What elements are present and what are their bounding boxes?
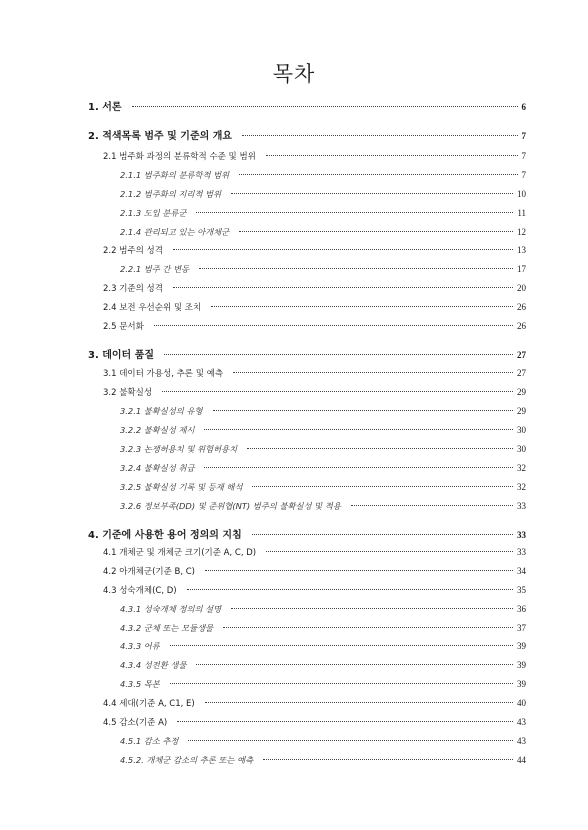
dot-leader <box>205 570 513 571</box>
toc-entry-page: 32 <box>517 482 526 492</box>
toc-entry-page: 39 <box>517 660 526 670</box>
dot-leader <box>247 448 513 449</box>
toc-entry[interactable] <box>103 584 526 598</box>
toc-entry-page: 36 <box>517 604 526 614</box>
toc-entry-page: 39 <box>517 679 526 689</box>
toc-entry[interactable] <box>103 282 526 296</box>
dot-leader <box>173 249 513 250</box>
toc-entry-page: 43 <box>517 717 526 727</box>
toc-entry-title: 4.5 감소(기준 A) <box>103 718 168 728</box>
toc-entry[interactable] <box>120 603 526 617</box>
dot-leader <box>188 740 513 741</box>
toc-entry-title: 4.2 아개체군(기준 B, C) <box>103 567 195 577</box>
toc-entry-title: 2.2.1 범주 간 변동 <box>120 264 190 274</box>
toc-entry-page: 33 <box>517 547 526 557</box>
toc-entry-title: 3.2 불확실성 <box>103 388 153 398</box>
toc-entry[interactable] <box>88 526 526 540</box>
toc-entry[interactable] <box>103 367 526 381</box>
dot-leader <box>173 287 513 288</box>
dot-leader <box>162 391 513 392</box>
toc-entry-page: 13 <box>517 245 526 255</box>
toc-entry[interactable] <box>103 697 526 711</box>
dot-leader <box>164 354 513 355</box>
toc-entry-page: 29 <box>517 387 526 397</box>
dot-leader <box>211 306 513 307</box>
toc-entry-title: 4. 기준에 사용한 용어 정의의 지침 <box>88 530 242 541</box>
dot-leader <box>177 721 513 722</box>
toc-entry[interactable] <box>120 678 526 692</box>
toc-entry[interactable] <box>120 424 526 438</box>
toc-entry-title: 4.3.3 어류 <box>120 641 160 651</box>
toc-entry[interactable] <box>103 301 526 315</box>
dot-leader <box>204 467 513 468</box>
dot-leader <box>252 534 513 535</box>
toc-entry-page: 30 <box>517 444 526 454</box>
toc-entry-title: 4.3.4 성전환 생물 <box>120 660 187 670</box>
dot-leader <box>196 664 513 665</box>
toc-entry[interactable] <box>120 169 526 183</box>
toc-entry-title: 4.3.5 목본 <box>120 679 160 689</box>
toc-entry-page: 27 <box>517 350 526 360</box>
toc-entry[interactable] <box>103 244 526 258</box>
toc-entry[interactable] <box>88 98 526 112</box>
toc-entry[interactable] <box>88 127 526 141</box>
dot-leader <box>205 702 513 703</box>
toc-entry-title: 3. 데이터 품질 <box>88 350 155 361</box>
toc-entry-title: 3.2.2 불확실성 제시 <box>120 425 195 435</box>
toc-entry[interactable] <box>103 386 526 400</box>
toc-entry[interactable] <box>88 346 526 360</box>
toc-entry[interactable] <box>103 320 526 334</box>
toc-entry-title: 1. 서론 <box>88 102 122 113</box>
toc-entry-page: 7 <box>521 151 526 161</box>
toc-entry-page: 32 <box>517 463 526 473</box>
toc-entry-page: 11 <box>517 208 526 218</box>
toc-entry[interactable] <box>103 716 526 730</box>
toc-entry-page: 40 <box>517 698 526 708</box>
toc-entry-page: 34 <box>517 566 526 576</box>
toc-entry[interactable] <box>120 188 526 202</box>
toc-entry-page: 30 <box>517 425 526 435</box>
toc-entry-title: 3.2.1 불확실성의 유형 <box>120 406 203 416</box>
toc-entry-page: 33 <box>517 501 526 511</box>
toc-entry[interactable] <box>120 226 526 240</box>
toc-entry-title: 3.2.3 논쟁허용치 및 위험허용치 <box>120 444 238 454</box>
toc-entry[interactable] <box>120 443 526 457</box>
toc-entry-title: 4.5.1 감소 추정 <box>120 736 179 746</box>
dot-leader <box>266 551 513 552</box>
toc-entry-page: 43 <box>517 736 526 746</box>
toc-entry-title: 4.1 개체군 및 개체군 크기(기준 A, C, D) <box>103 548 257 558</box>
toc-entry[interactable] <box>103 565 526 579</box>
toc-entry-page: 27 <box>517 368 526 378</box>
dot-leader <box>213 410 514 411</box>
dot-leader <box>266 155 518 156</box>
dot-leader <box>231 608 513 609</box>
toc-entry-page: 37 <box>517 623 526 633</box>
dot-leader <box>196 212 513 213</box>
dot-leader <box>242 135 517 136</box>
toc-entry-title: 4.4 세대(기준 A, C1, E) <box>103 699 195 709</box>
toc-entry-page: 7 <box>521 170 526 180</box>
toc-entry[interactable] <box>120 462 526 476</box>
dot-leader <box>252 486 513 487</box>
dot-leader <box>170 645 513 646</box>
toc-entry-title: 3.2.5 불확실성 기록 및 등재 해석 <box>120 482 243 492</box>
dot-leader <box>231 193 513 194</box>
toc-entry[interactable] <box>120 640 526 654</box>
toc-entry-title: 4.3 성숙개체(C, D) <box>103 586 177 596</box>
toc-entry-page: 26 <box>517 302 526 312</box>
toc-entry-title: 2. 적색목록 범주 및 기준의 개요 <box>88 131 233 142</box>
toc-entry-page: 33 <box>517 530 526 540</box>
dot-leader <box>187 589 513 590</box>
dot-leader <box>223 627 513 628</box>
dot-leader <box>233 372 513 373</box>
toc-entry-title: 3.1 데이터 가용성, 추론 및 예측 <box>103 369 224 379</box>
toc-entry-title: 2.4 보전 우선순위 및 조치 <box>103 303 202 313</box>
toc-entry-page: 7 <box>521 131 526 141</box>
dot-leader <box>204 429 513 430</box>
toc-entry[interactable] <box>120 263 526 277</box>
toc-entry-title: 2.1 범주화 과정의 분류학적 수준 및 범위 <box>103 152 256 162</box>
dot-leader <box>351 505 513 506</box>
dot-leader <box>199 268 513 269</box>
toc-entry-page: 39 <box>517 641 526 651</box>
toc-entry-page: 10 <box>517 189 526 199</box>
dot-leader <box>154 325 513 326</box>
toc-entry-title: 2.1.3 도입 분류군 <box>120 208 187 218</box>
toc-entry[interactable] <box>120 754 526 768</box>
toc-entry[interactable] <box>120 735 526 749</box>
toc-entry[interactable] <box>120 622 526 636</box>
toc-entry[interactable] <box>120 659 526 673</box>
toc-entry-page: 6 <box>521 102 526 112</box>
toc-entry[interactable] <box>120 500 526 514</box>
dot-leader <box>239 174 517 175</box>
dot-leader <box>239 231 513 232</box>
toc-entry-page: 17 <box>517 264 526 274</box>
toc-entry-title: 2.1.2 범주화의 지리적 범위 <box>120 189 222 199</box>
toc-entry-page: 12 <box>517 227 526 237</box>
toc-entry-title: 3.2.4 불확실성 취급 <box>120 463 195 473</box>
toc-entry-title: 3.2.6 정보부족(DD) 및 준위협(NT) 범주의 불확실성 및 적용 <box>120 501 341 511</box>
toc-entry-page: 20 <box>517 283 526 293</box>
toc-entry-title: 2.3 기준의 성격 <box>103 284 163 294</box>
dot-leader <box>263 759 513 760</box>
toc-entry-title: 2.2 범주의 성격 <box>103 246 163 256</box>
toc-entry[interactable] <box>120 405 526 419</box>
toc-entry-page: 26 <box>517 321 526 331</box>
toc-entry-title: 2.1.1 범주화의 분류학적 범위 <box>120 170 230 180</box>
dot-leader <box>132 106 518 107</box>
toc-entry-page: 29 <box>517 406 526 416</box>
page-title: 목차 <box>272 62 316 86</box>
toc-entry[interactable] <box>120 207 526 221</box>
toc-entry-title: 4.3.2 군체 또는 모듈생물 <box>120 623 214 633</box>
dot-leader <box>170 683 513 684</box>
toc-entry[interactable] <box>120 481 526 495</box>
toc-entry[interactable] <box>103 546 526 560</box>
toc-entry-title: 2.1.4 관리되고 있는 아개체군 <box>120 227 230 237</box>
toc-entry-page: 44 <box>517 755 526 765</box>
toc-entry-title: 4.3.1 성숙개체 정의의 설명 <box>120 604 222 614</box>
toc-entry-title: 2.5 문서화 <box>103 322 144 332</box>
toc-entry-page: 35 <box>517 585 526 595</box>
toc-entry[interactable] <box>103 150 526 164</box>
toc-entry-title: 4.5.2. 개체군 감소의 추론 또는 예측 <box>120 755 254 765</box>
